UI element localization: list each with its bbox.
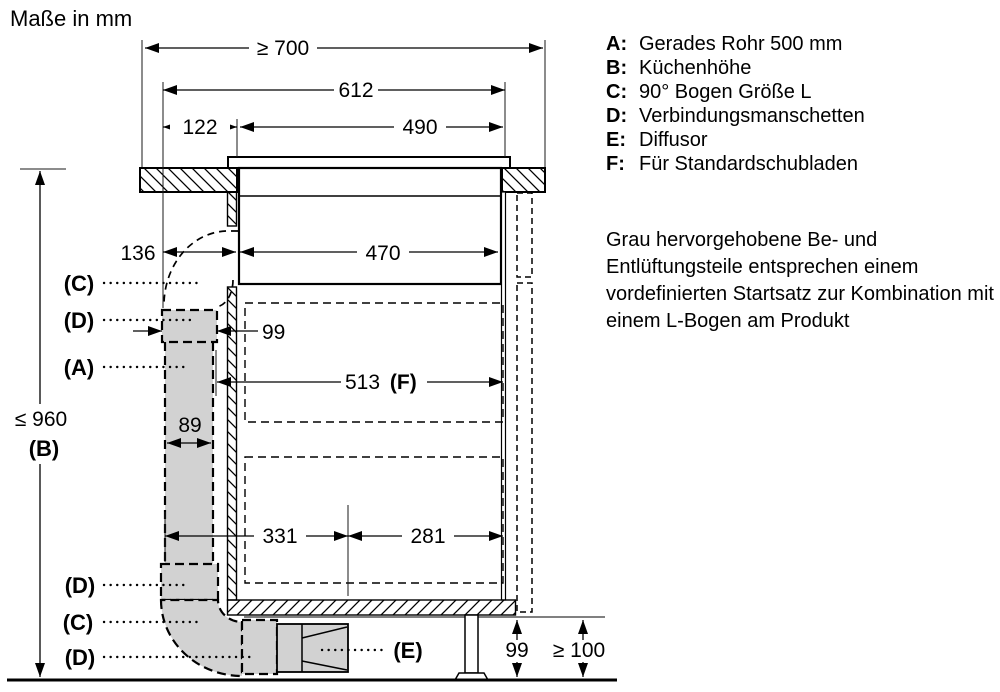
cabinet-wall-left-top xyxy=(228,192,237,226)
legend-key-f: F: xyxy=(606,153,625,175)
rear-duct-dashed xyxy=(517,193,532,612)
label-connector-d-top: (D) xyxy=(63,308,95,333)
legend-text-d: Verbindungsmanschetten xyxy=(639,105,865,127)
legend-text-e: Diffusor xyxy=(639,129,708,151)
label-diffusor-e: (E) xyxy=(393,638,423,663)
worktop-left xyxy=(140,168,237,192)
dim-plinth-min-height: ≥ 100 xyxy=(552,639,606,662)
label-duct-a: (A) xyxy=(63,355,95,380)
legend-item-a xyxy=(606,32,865,56)
dim-total-depth: 612 xyxy=(338,79,374,102)
cabinet-wall-left xyxy=(228,287,237,600)
legend-key-e: E: xyxy=(606,129,626,151)
legend-text-f: Für Standardschubladen xyxy=(639,153,859,175)
legend-text-c: 90° Bogen Größe L xyxy=(639,81,812,103)
legend-item-f xyxy=(606,152,865,176)
duct-straight-a xyxy=(165,342,213,564)
diffusor-e xyxy=(277,624,348,672)
drawer-outline-lower xyxy=(245,457,503,583)
legend xyxy=(606,32,865,176)
page-title: Maße in mm xyxy=(10,6,133,31)
legend-key-a: A: xyxy=(606,33,628,55)
dim-duct-width: 89 xyxy=(178,414,202,437)
dim-hob-body-width: 470 xyxy=(365,242,401,265)
dim-kitchen-height: ≤ 960 xyxy=(14,408,68,431)
dim-min-width: ≥ 700 xyxy=(256,37,310,60)
label-bend-c-bottom: (C) xyxy=(62,610,94,635)
dim-collar-width: 99 xyxy=(262,321,286,344)
dim-cutout-width: 490 xyxy=(402,116,438,139)
connector-d-top xyxy=(162,310,217,342)
dim-duct-to-mid: 331 xyxy=(262,525,298,548)
dim-bend-depth: 136 xyxy=(120,242,156,265)
legend-item-c xyxy=(606,80,865,104)
dimension-text-backgrounds xyxy=(8,37,615,662)
label-connector-d-mid: (D) xyxy=(64,573,96,598)
connector-d-mid xyxy=(161,564,218,600)
legend-key-b: B: xyxy=(606,57,628,79)
legend-item-e xyxy=(606,128,865,152)
cabinet-foot xyxy=(455,615,488,680)
hob-glass-plate xyxy=(228,157,510,168)
note-text: Grau hervorgehobene Be- und Entlüftungsteile entsprechen einem vordefinierten Startsatz zur Kombination mit einem L-Bogen am Produkt xyxy=(606,229,994,332)
legend-text-a: Gerades Rohr 500 mm xyxy=(639,33,843,55)
cabinet-bottom xyxy=(228,600,516,615)
dim-drawer-depth-letter: (F) xyxy=(389,371,417,394)
dim-mid-to-wall: 281 xyxy=(410,525,446,548)
dim-drawer-depth xyxy=(345,371,417,394)
dim-kitchen-height-label: (B) xyxy=(28,436,60,461)
extension-lines xyxy=(20,40,545,596)
legend-key-d: D: xyxy=(606,105,628,127)
legend-text-b: Küchenhöhe xyxy=(639,57,752,79)
worktop-right xyxy=(502,168,545,192)
legend-item-b xyxy=(606,56,865,80)
dim-drawer-depth-value: 513 xyxy=(345,371,381,394)
connector-d-bottom xyxy=(242,620,277,674)
hob-body xyxy=(239,168,501,284)
dim-plinth-duct-height: 99 xyxy=(505,639,529,662)
dim-front-offset: 122 xyxy=(182,116,218,139)
label-bend-c-top: (C) xyxy=(63,271,95,296)
legend-item-d xyxy=(606,104,865,128)
label-connector-d-bottom: (D) xyxy=(64,645,96,670)
legend-key-c: C: xyxy=(606,81,628,103)
